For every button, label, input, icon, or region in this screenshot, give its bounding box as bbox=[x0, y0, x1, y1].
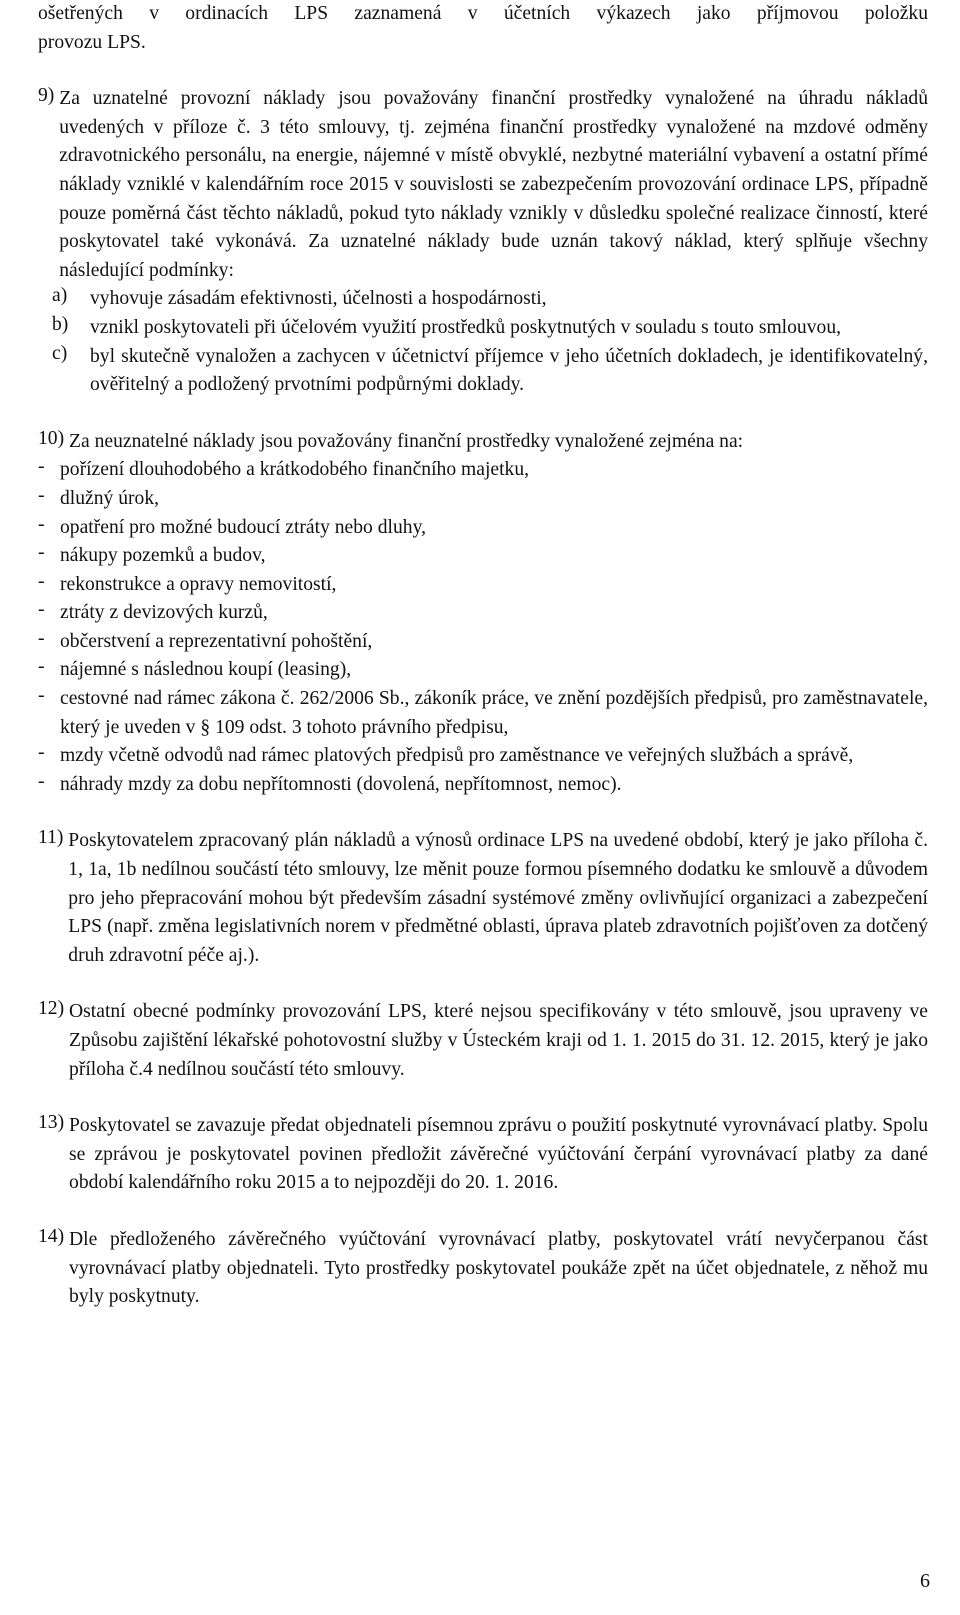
item-label: c) bbox=[52, 342, 68, 364]
item-text: vznikl poskytovateli při účelovém využití prostředků poskytnutých v souladu s touto smlouvou, bbox=[90, 316, 842, 338]
paragraph-number: 14) bbox=[38, 1225, 70, 1247]
condition-item-b bbox=[38, 314, 928, 343]
dash-bullet: - bbox=[38, 742, 45, 764]
list-item-text: cestovné nad rámec zákona č. 262/2006 Sb., zákoník práce, ve znění pozdějších předpisů, pro zaměstnavatele, který je uveden v § 109 odst. 3 tohoto právního předpisu, bbox=[60, 688, 928, 738]
paragraph-text: Poskytovatel se zavazuje předat objednateli písemnou zprávu o použití poskytnuté vyrovnávací platby. Spolu se zprávou je poskytovatel povinen předložit závěrečné vyúčtování čerpání vyrovnávací platby za dané období kalendářního roku 2015 a to nejpozději do 20. 1. 2016. bbox=[69, 1115, 928, 1194]
item-label: a) bbox=[52, 285, 68, 307]
list-item-text: nájemné s následnou koupí (leasing), bbox=[60, 659, 352, 681]
continuation-line-1: ošetřených v ordinacích LPS zaznamená v účetních výkazech jako příjmovou položku bbox=[38, 3, 928, 24]
list-item-text: opatření pro možné budoucí ztráty nebo dluhy, bbox=[60, 516, 427, 538]
paragraph-number: 12) bbox=[38, 998, 70, 1020]
document-page bbox=[38, 0, 928, 1312]
paragraph-14 bbox=[38, 1226, 928, 1312]
non-eligible-costs-list bbox=[38, 456, 928, 799]
condition-item-c bbox=[38, 343, 928, 400]
paragraph-text: Za neuznatelné náklady jsou považovány finanční prostředky vynaložené zejména na: bbox=[69, 430, 744, 452]
list-item bbox=[38, 742, 928, 771]
paragraph-13 bbox=[38, 1112, 928, 1198]
dash-bullet: - bbox=[38, 770, 45, 792]
dash-bullet: - bbox=[38, 570, 45, 592]
item-text: byl skutečně vynaložen a zachycen v účetnictví příjemce v jeho účetních dokladech, je identifikovatelný, ověřitelný a podložený prvotními podpůrnými doklady. bbox=[90, 345, 928, 396]
list-item bbox=[38, 599, 928, 628]
list-item bbox=[38, 571, 928, 600]
list-item-text: občerstvení a reprezentativní pohoštění, bbox=[60, 630, 373, 652]
list-item bbox=[38, 771, 928, 800]
paragraph-number: 10) bbox=[38, 427, 70, 449]
dash-bullet: - bbox=[38, 685, 45, 707]
item-text: vyhovuje zásadám efektivnosti, účelnosti a hospodárnosti, bbox=[90, 288, 547, 310]
dash-bullet: - bbox=[38, 513, 45, 535]
dash-bullet: - bbox=[38, 656, 45, 678]
dash-bullet: - bbox=[38, 456, 45, 478]
paragraph-text: Dle předloženého závěrečného vyúčtování vyrovnávací platby, poskytovatel vrátí nevyčerpanou část vyrovnávací platby objednateli. Tyto prostředky poskytovatel poukáže zpět na účet objednatele, z něhož mu byly poskytnuty. bbox=[69, 1228, 928, 1308]
list-item bbox=[38, 456, 928, 485]
paragraph-9 bbox=[38, 85, 928, 285]
continuation-line-2: provozu LPS. bbox=[38, 31, 146, 53]
dash-bullet: - bbox=[38, 599, 45, 621]
list-item-text: pořízení dlouhodobého a krátkodobého finančního majetku, bbox=[60, 459, 530, 481]
paragraph-12 bbox=[38, 998, 928, 1084]
paragraph-10 bbox=[38, 428, 928, 457]
list-item bbox=[38, 542, 928, 571]
dash-bullet: - bbox=[38, 542, 45, 564]
list-item-text: ztráty z devizových kurzů, bbox=[60, 602, 268, 624]
paragraph-body bbox=[59, 85, 928, 285]
paragraph-text: Poskytovatelem zpracovaný plán nákladů a výnosů ordinace LPS na uvedené období, který je jako příloha č. 1, 1a, 1b nedílnou součástí této smlouvy, lze měnit pouze formou písemného dodatku ke smlouvě a důvodem pro jeho přepracování mohou být především zásadní systémové změny ovlivňující organizaci a zabezpečení LPS (např. změna legislativních norem v předmětné oblasti, úprava plateb zdravotních pojišťoven za dotčený druh zdravotní péče aj.). bbox=[68, 830, 928, 966]
list-item bbox=[38, 628, 928, 657]
list-item-text: nákupy pozemků a budov, bbox=[60, 545, 266, 567]
paragraph-number: 13) bbox=[38, 1112, 70, 1134]
paragraph-number: 9) bbox=[38, 85, 60, 107]
dash-bullet: - bbox=[38, 484, 45, 506]
paragraph-text: Ostatní obecné podmínky provozování LPS, které nejsou specifikovány v této smlouvě, jsou upraveny ve Způsobu zajištění lékařské pohotovostní služby v Ústeckém kraji od 1. 1. 2015 do 31. 12. 2015, který je jako příloha č.4 nedílnou součástí této smlouvy. bbox=[69, 1001, 928, 1080]
list-item bbox=[38, 485, 928, 514]
dash-bullet: - bbox=[38, 627, 45, 649]
list-item-text: mzdy včetně odvodů nad rámec platových předpisů pro zaměstnance ve veřejných službách a správě, bbox=[60, 745, 854, 767]
list-item-text: náhrady mzdy za dobu nepřítomnosti (dovolená, nepřítomnost, nemoc). bbox=[60, 773, 622, 795]
item-label: b) bbox=[52, 313, 69, 335]
paragraph-number: 11) bbox=[38, 827, 69, 849]
page-number: 6 bbox=[920, 1570, 930, 1592]
list-item bbox=[38, 685, 928, 742]
list-item bbox=[38, 514, 928, 543]
paragraph-11 bbox=[38, 827, 928, 970]
list-item-text: dlužný úrok, bbox=[60, 487, 160, 509]
condition-item-a bbox=[38, 285, 928, 314]
list-item bbox=[38, 656, 928, 685]
paragraph-text: Za uznatelné provozní náklady jsou považovány finanční prostředky vynaložené na úhradu nákladů uvedených v příloze č. 3 této smlouvy, tj. zejména finanční prostředky vynaložené na mzdové odměny zdravotnického personálu, na energie, nájemné v místě obvyklé, nezbytné materiální vybavení a ostatní přímé náklady vzniklé v kalendářním roce 2015 v souvislosti se zabezpečením provozování ordinace LPS, případně pouze poměrná část těchto nákladů, pokud tyto náklady vznikly v důsledku společné realizace činností, které poskytovatel také vykonává. Za uznatelné náklady bude uznán takový náklad, který splňuje všechny následující podmínky: bbox=[59, 88, 928, 281]
list-item-text: rekonstrukce a opravy nemovitostí, bbox=[60, 573, 337, 595]
